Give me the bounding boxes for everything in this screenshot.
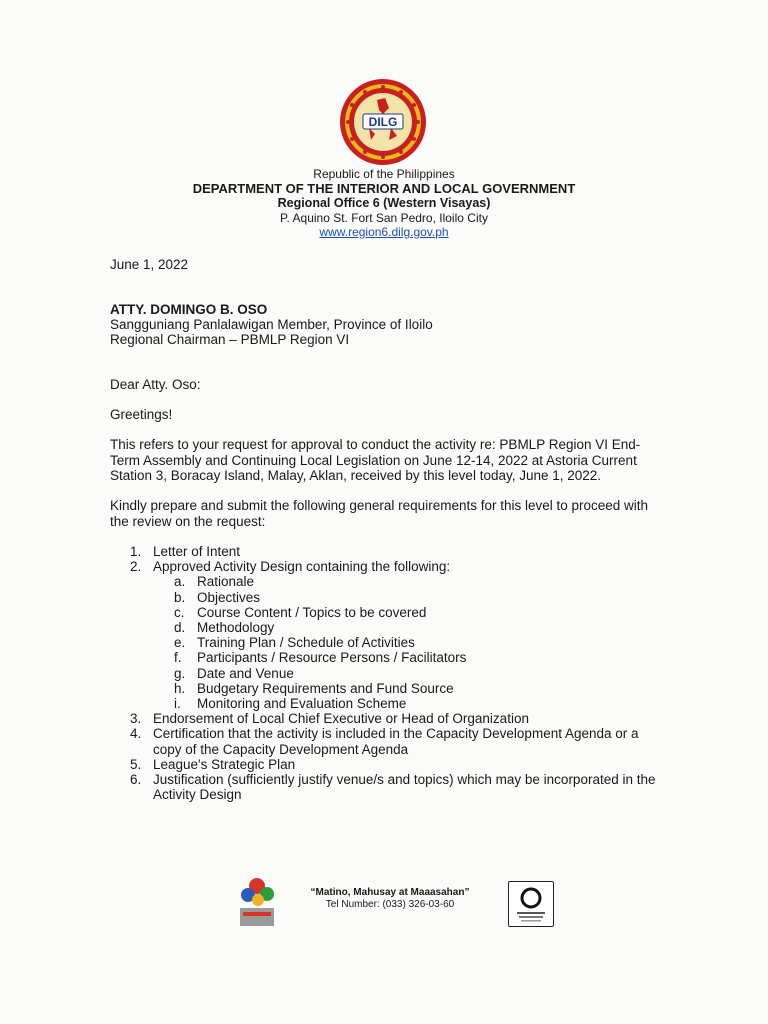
paragraph-request: This refers to your request for approval to conduct the activity re: PBMLP Region VI End-Term Assembly and Continuing Local Legislation on June 12-14, 2022 at Astoria Current Station 3, Boracay Island, Malay, Aklan, received by this level today, June 1, 2022. xyxy=(110,437,641,483)
list-item: 6. Justification (sufficiently justify venue/s and topics) which may be incorporated in the Activity Design xyxy=(130,772,656,803)
dilg-seal-icon xyxy=(339,78,427,166)
letter-date: June 1, 2022 xyxy=(110,257,189,272)
sub-list-item: a. Rationale xyxy=(174,574,255,590)
footer-telephone: Tel Number: (033) 326-03-60 xyxy=(325,899,455,910)
list-item: 4. Certification that the activity is included in the Capacity Development Agenda or a copy of the Capacity Development Agenda xyxy=(130,726,639,757)
greeting: Greetings! xyxy=(110,407,173,422)
letterhead xyxy=(0,167,768,240)
seal-text: DILG xyxy=(368,115,398,129)
certification-mark-icon xyxy=(508,881,554,927)
office-address: P. Aquino St. Fort San Pedro, Iloilo City xyxy=(280,210,488,225)
sub-list-item: f. Participants / Resource Persons / Facilitators xyxy=(174,650,467,666)
sub-list-item: i. Monitoring and Evaluation Scheme xyxy=(174,696,407,712)
footer-text xyxy=(290,887,490,911)
list-item: 2. Approved Activity Design containing the following: xyxy=(130,559,451,575)
footer-motto: “Matino, Mahusay at Maaasahan” xyxy=(310,887,470,898)
sub-list-item: b. Objectives xyxy=(174,589,261,605)
salutation: Dear Atty. Oso: xyxy=(110,377,201,392)
sub-list-item: g. Date and Venue xyxy=(174,665,294,681)
recipient-title-1: Sangguniang Panlalawigan Member, Province of Iloilo xyxy=(110,317,433,332)
sub-list-item: h. Budgetary Requirements and Fund Source xyxy=(174,680,454,696)
sub-list-item: d. Methodology xyxy=(174,620,275,636)
requirements-list xyxy=(110,544,670,802)
republic-line: Republic of the Philippines xyxy=(313,167,455,181)
list-item: 1. Letter of Intent xyxy=(130,544,241,559)
sub-list-item: e. Training Plan / Schedule of Activities xyxy=(174,635,415,651)
website-link[interactable]: www.region6.dilg.gov.ph xyxy=(319,225,449,239)
recipient-title-2: Regional Chairman – PBMLP Region VI xyxy=(110,332,350,347)
regional-office: Regional Office 6 (Western Visayas) xyxy=(277,196,491,210)
footer xyxy=(0,876,768,936)
list-item: 5. League's Strategic Plan xyxy=(130,756,296,772)
list-item: 3. Endorsement of Local Chief Executive or Head of Organization xyxy=(130,711,529,727)
recipient-name: ATTY. DOMINGO B. OSO xyxy=(110,302,268,317)
lgrrc-logo-icon xyxy=(237,876,277,928)
department-name: DEPARTMENT OF THE INTERIOR AND LOCAL GOVERNMENT xyxy=(192,180,576,196)
paragraph-instructions: Kindly prepare and submit the following general requirements for this level to proceed with the review on the request: xyxy=(110,498,649,529)
sub-list-item: c. Course Content / Topics to be covered xyxy=(174,604,427,620)
